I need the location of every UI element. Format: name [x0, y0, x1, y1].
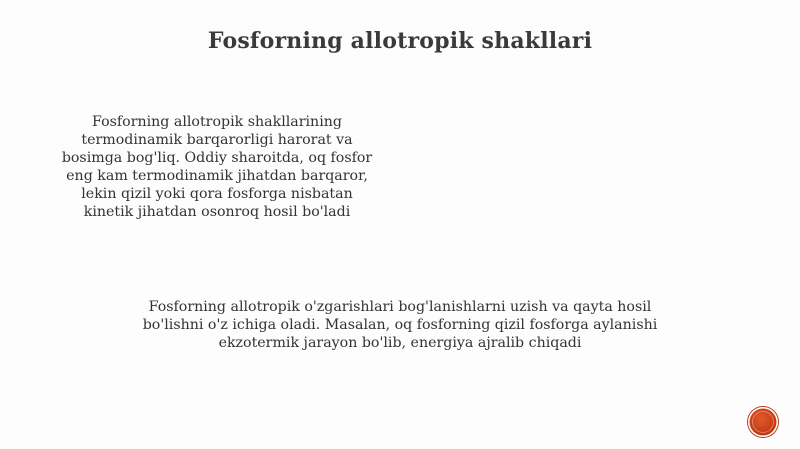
slide-title: Fosforning allotropik shakllari: [207, 28, 593, 54]
text-block-2: Fosforning allotropik o'zgarishlari bog'lanishlarni uzish va qayta hosil bo'lishni o'z ichiga oladi. Masalan, oq fosforning qizil fosforga aylanishi ekzotermik jarayon bo'lib, energiya ajralib chiqadi: [142, 299, 658, 351]
text-block-1: Fosforning allotropik shakllarining termodinamik barqarorligi harorat va bosimga bog'liq. Oddiy sharoitda, oq fosfor eng kam termodinamik jihatdan barqaror, lekin qizil yoki qora fosforga nisbatan kinetik jihatdan osonroq hosil bo'ladi: [61, 114, 373, 220]
next-slide-icon[interactable]: [748, 407, 778, 437]
